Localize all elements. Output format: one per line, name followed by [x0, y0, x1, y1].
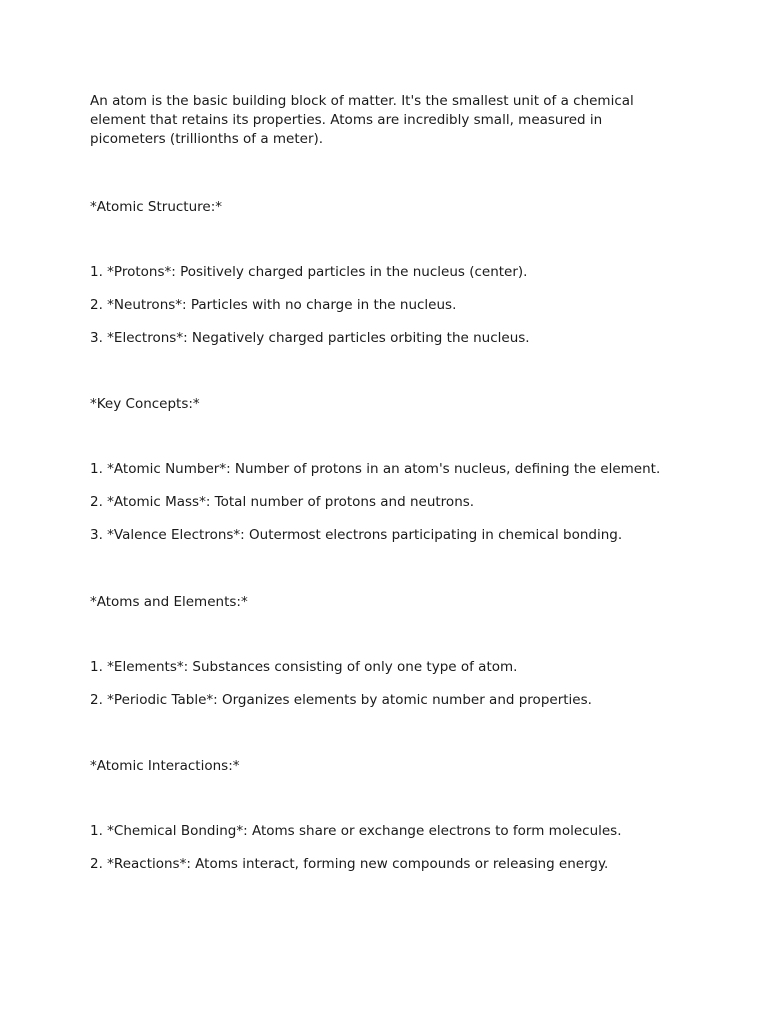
list-item: 3. *Electrons*: Negatively charged particles orbiting the nucleus.	[90, 330, 530, 346]
section-heading-atoms-and-elements: *Atoms and Elements:*	[90, 594, 248, 610]
list-item: 1. *Chemical Bonding*: Atoms share or exchange electrons to form molecules.	[90, 823, 622, 839]
intro-line: An atom is the basic building block of matter. It's the smallest unit of a chemical	[90, 93, 634, 109]
list-item: 2. *Reactions*: Atoms interact, forming new compounds or releasing energy.	[90, 856, 609, 872]
list-item: 1. *Elements*: Substances consisting of only one type of atom.	[90, 659, 518, 675]
intro-line: element that retains its properties. Atoms are incredibly small, measured in	[90, 112, 603, 128]
intro-paragraph	[90, 92, 670, 149]
list-item: 2. *Neutrons*: Particles with no charge in the nucleus.	[90, 297, 457, 313]
list-item: 1. *Atomic Number*: Number of protons in an atom's nucleus, defining the element.	[90, 461, 661, 477]
section-heading-key-concepts: *Key Concepts:*	[90, 396, 200, 412]
list-item: 3. *Valence Electrons*: Outermost electrons participating in chemical bonding.	[90, 527, 623, 543]
section-heading-atomic-structure: *Atomic Structure:*	[90, 199, 223, 215]
list-item: 2. *Atomic Mass*: Total number of protons and neutrons.	[90, 494, 475, 510]
intro-line: picometers (trillionths of a meter).	[90, 131, 324, 147]
section-heading-atomic-interactions: *Atomic Interactions:*	[90, 758, 240, 774]
list-item: 1. *Protons*: Positively charged particles in the nucleus (center).	[90, 264, 528, 280]
list-item: 2. *Periodic Table*: Organizes elements by atomic number and properties.	[90, 692, 592, 708]
